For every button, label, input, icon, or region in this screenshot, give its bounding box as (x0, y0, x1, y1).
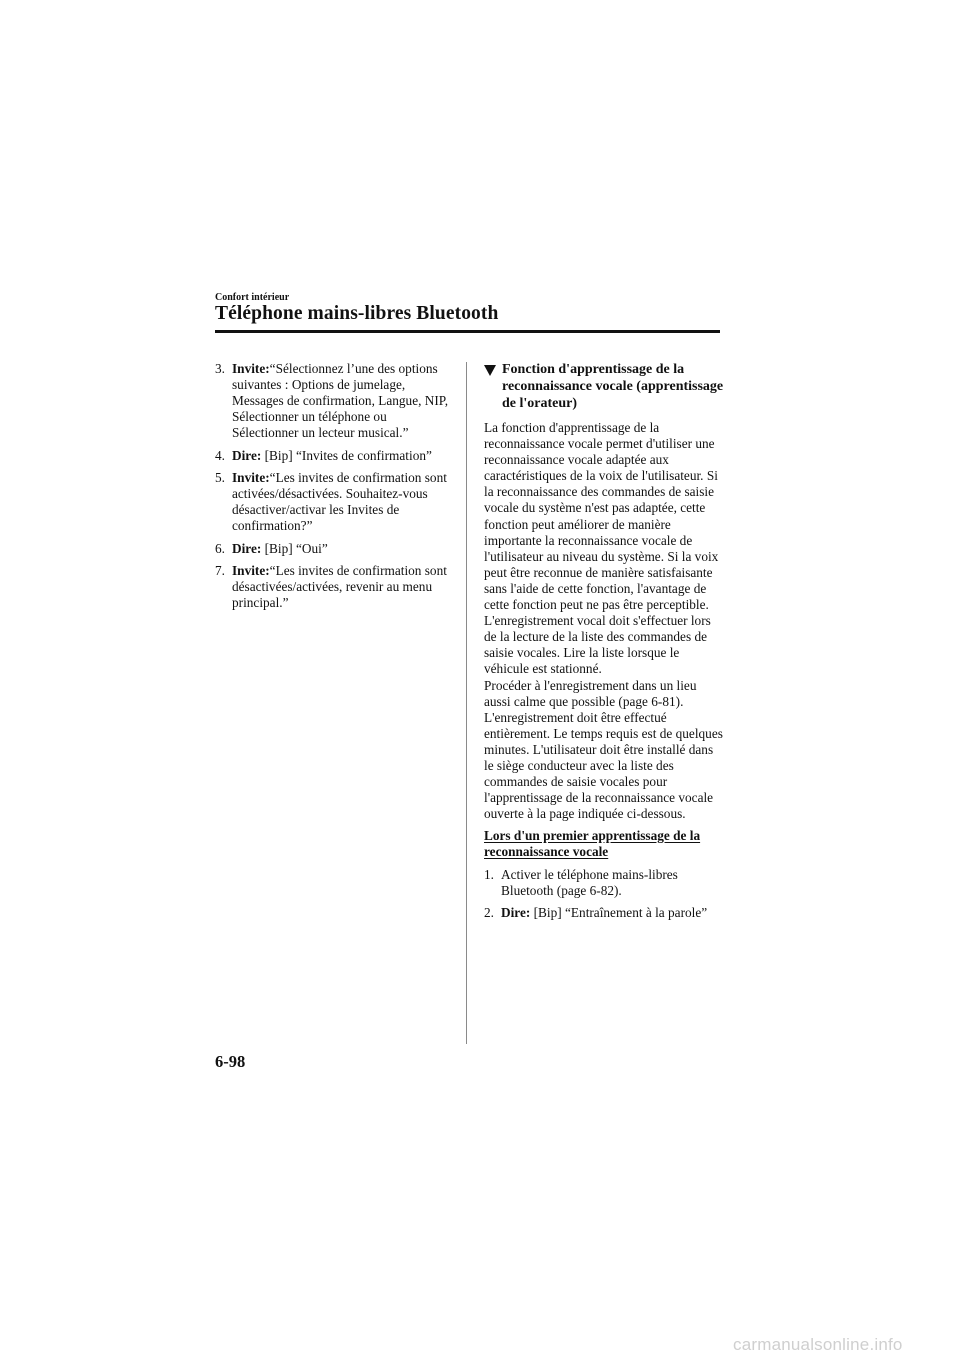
step-7 (215, 563, 455, 611)
step-keyword: Invite: (232, 470, 270, 486)
title-rule (215, 330, 720, 333)
section-label: Confort intérieur (215, 292, 290, 303)
step-text: “Les invites de confirmation sont désactivées/activées, revenir au menu principal.” (232, 563, 447, 611)
step-6 (215, 541, 455, 557)
step-4 (215, 448, 455, 464)
step-number: 7. (215, 563, 225, 579)
page-number: 6-98 (215, 1052, 246, 1071)
step-keyword: Dire: (232, 540, 262, 556)
underlined-subheading: Lors d'un premier apprentissage de la reconnaissance vocale (484, 827, 701, 859)
right-column (484, 361, 724, 927)
step-keyword: Dire: (501, 905, 531, 921)
page-title: Téléphone mains-libres Bluetooth (215, 303, 499, 324)
paragraph: La fonction d'apprentissage de la reconnaissance vocale permet d'utiliser une reconnaissance vocale adaptée aux caractéristiques de la voix de l'utilisateur. Si la reconnaissance des commandes de saisie vocale du système n'est pas adaptée, cette fonction peut améliorer de manière importante la reconnaissance vocale de l'utilisateur au niveau du système. Si la voix peut être reconnue de manière satisfaisante sans l'aide de cette fonction, l'avantage de cette fonction peut ne pas être perceptible. (484, 420, 719, 613)
paragraph: Procéder à l'enregistrement dans un lieu aussi calme que possible (page 6-81). L'enregistrement doit être effectué entièrement. Le temps requis est de quelques minutes. L'utilisateur doit être installé dans le siège conducteur avec la liste des commandes de saisie vocales pour l'apprentissage de la reconnaissance vocale ouverte à la page indiquée ci-dessous. (484, 677, 723, 822)
step-5 (215, 470, 455, 534)
step-number: 1. (484, 866, 494, 882)
watermark: carmanualsonline.info (733, 1335, 903, 1354)
step-text: [Bip] “Entraînement à la parole” (533, 905, 708, 921)
step-text: [Bip] “Oui” (264, 540, 328, 556)
step-2 (484, 905, 724, 921)
section-heading (484, 361, 724, 412)
step-text: [Bip] “Invites de confirmation” (264, 447, 432, 463)
step-number: 6. (215, 540, 225, 556)
step-text: “Sélectionnez l’une des options suivantes : Options de jumelage, Messages de confirmation, Langue, NIP, Sélectionner un téléphone ou Sélectionner un lecteur musical.” (232, 361, 449, 441)
step-text: Activer le téléphone mains-libres Bluetooth (page 6-82). (501, 866, 678, 898)
step-number: 4. (215, 447, 225, 463)
step-number: 3. (215, 361, 225, 376)
triangle-down-icon (484, 365, 496, 376)
section-heading-text: Fonction d'apprentissage de la reconnaissance vocale (apprentissage de l'orateur) (502, 362, 724, 411)
step-1 (484, 867, 724, 899)
step-3 (215, 361, 455, 441)
step-keyword: Invite: (232, 361, 270, 376)
step-keyword: Dire: (232, 447, 262, 463)
step-number: 5. (215, 470, 225, 486)
step-number: 2. (484, 905, 494, 921)
step-keyword: Invite: (232, 563, 270, 579)
paragraph: L'enregistrement vocal doit s'effectuer lors de la lecture de la liste des commandes de saisie vocales. Lire la liste lorsque le véhicule est stationné. (484, 613, 711, 677)
left-column (215, 361, 455, 618)
column-divider (466, 362, 467, 1044)
step-text: “Les invites de confirmation sont activées/désactivées. Souhaitez-vous désactiver/activar les Invites de confirmation?” (232, 470, 447, 534)
